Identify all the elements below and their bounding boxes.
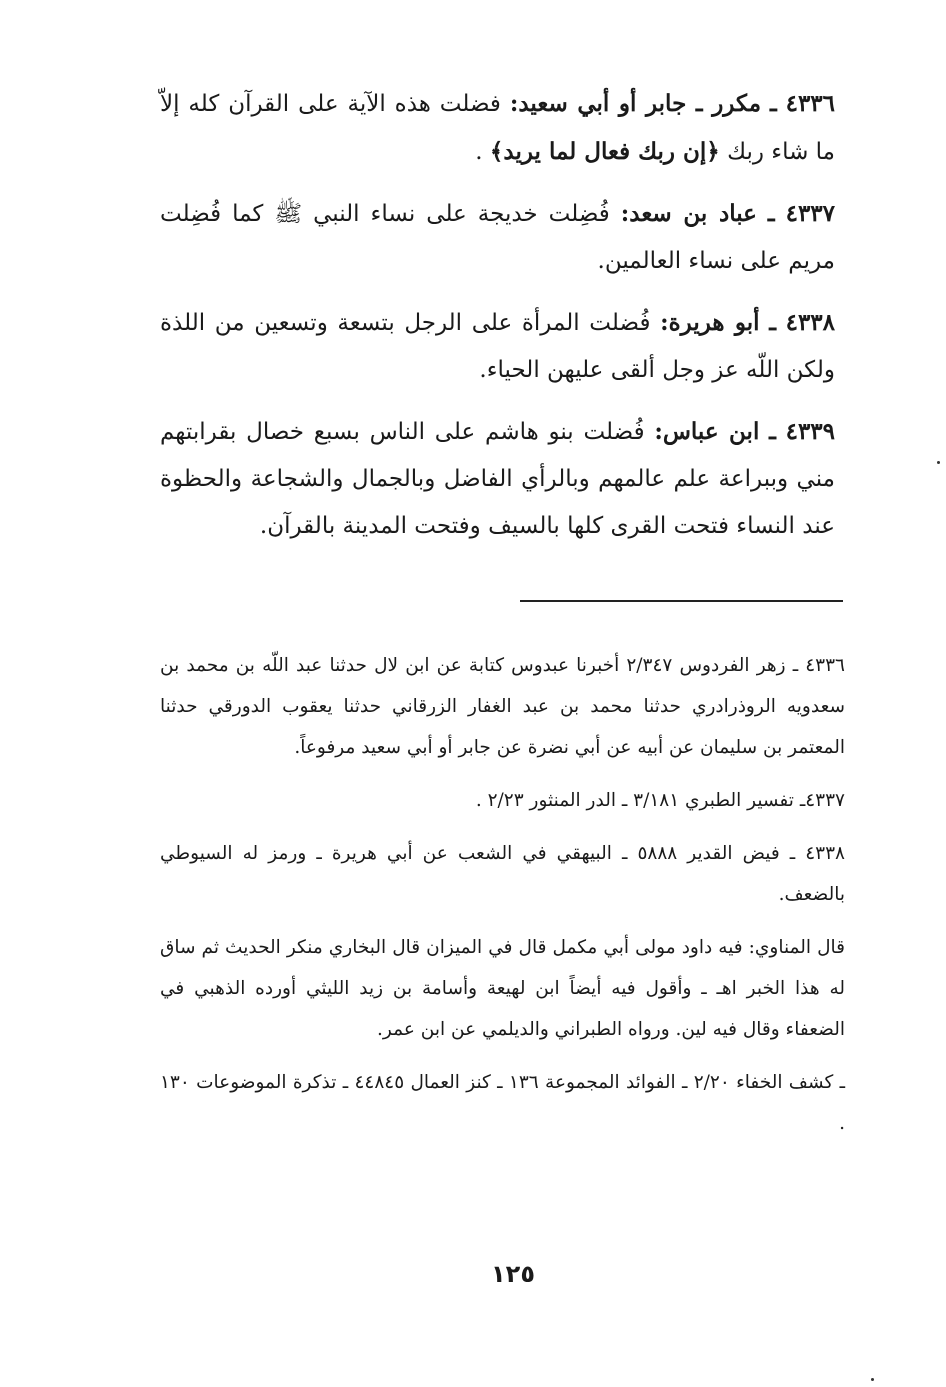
entry-number: ٤٣٣٨: [785, 309, 836, 336]
footnote: ٤٣٣٦ ـ زهر الفردوس ٢/٣٤٧ أخبرنا عبدوس كتابة عن ابن لال حدثنا عبد اللّه بن محمد بن سعدويه الروذرادري حدثنا محمد بن عبد الغفار الزرقاني حدثنا يعقوب الدورقي حدثنا المعتمر بن سليمان عن أبيه عن أبي نضرة عن جابر أو أبي سعيد مرفوعاً.: [160, 655, 845, 758]
hadith-text: فضلت هذه الآية على القرآن كله إلاّ ما شاء ربك: [160, 91, 835, 165]
entry-dash: ـ: [767, 200, 775, 227]
footnote: ـ كشف الخفاء ٢/٢٠ ـ الفوائد المجموعة ١٣٦ ـ كنز العمال ٤٤٨٤٥ ـ تذكرة الموضوعات ١٣٠ .: [160, 1072, 846, 1134]
scan-speck: [871, 1378, 874, 1381]
quran-quote: ﴿إن ربك فعال لما يريد﴾: [489, 138, 720, 165]
hadith-entry: [160, 299, 835, 394]
narrator-name: مكرر ـ جابر أو أبي سعيد: [518, 90, 762, 117]
hadith-text-end: .: [475, 139, 483, 165]
narrator-name: أبو هريرة: [668, 309, 760, 336]
page-number: ١٢٥: [491, 1260, 535, 1288]
hadith-entry: [160, 408, 835, 550]
narrator-name: ابن عباس: [662, 418, 760, 445]
entry-dash: ـ: [769, 309, 776, 336]
entry-colon: :: [509, 90, 519, 117]
hadith-text: فُضِلت خديجة على نساء النبي ﷺ كما فُضِلت مريم على نساء العالمين.: [160, 201, 835, 274]
footnote: ٤٣٣٧ـ تفسير الطبري ٣/١٨١ ـ الدر المنثور ٢/٢٣ .: [475, 790, 845, 811]
narrator-name: عباد بن سعد: [629, 200, 757, 227]
footnote-divider: [520, 600, 843, 602]
hadith-text: فُضلت بنو هاشم على الناس بسبع خصال بقرابتهم مني وببراعة علم عالمهم وبالرأي الفاضل وبالجمال والشجاعة والحظوة عند النساء فتحت القرى كلها بالسيف وفتحت المدينة بالقرآن.: [160, 419, 835, 539]
footnotes: [160, 645, 845, 1156]
main-text: [160, 80, 835, 564]
hadith-entry: [160, 190, 835, 285]
footnote: قال المناوي: فيه داود مولى أبي مكمل قال في الميزان قال البخاري منكر الحديث ثم ساق له هذا الخبر اهـ ـ وأقول فيه أيضاً ابن لهيعة وأسامة بن زيد الليثي أورده الذهبي في الضعفاء وقال فيه لين. ورواه الطبراني والديلمي عن ابن عمر.: [160, 937, 845, 1040]
entry-dash: ـ: [769, 90, 777, 117]
entry-colon: :: [654, 418, 663, 445]
hadith-entry: [160, 80, 835, 176]
entry-number: ٤٣٣٦: [785, 90, 836, 117]
entry-colon: :: [660, 309, 669, 336]
entry-number: ٤٣٣٩: [785, 418, 836, 445]
hadith-text: فُضلت المرأة على الرجل بتسعة وتسعين من اللذة ولكن اللّه عز وجل ألقى عليهن الحياء.: [160, 310, 835, 383]
entry-colon: :: [620, 200, 630, 227]
footnote: ٤٣٣٨ ـ فيض القدير ٥٨٨٨ ـ البيهقي في الشعب عن أبي هريرة ـ ورمز له السيوطي بالضعف.: [160, 843, 845, 905]
scan-speck: [937, 461, 940, 464]
entry-number: ٤٣٣٧: [785, 200, 836, 227]
entry-dash: ـ: [769, 418, 776, 445]
